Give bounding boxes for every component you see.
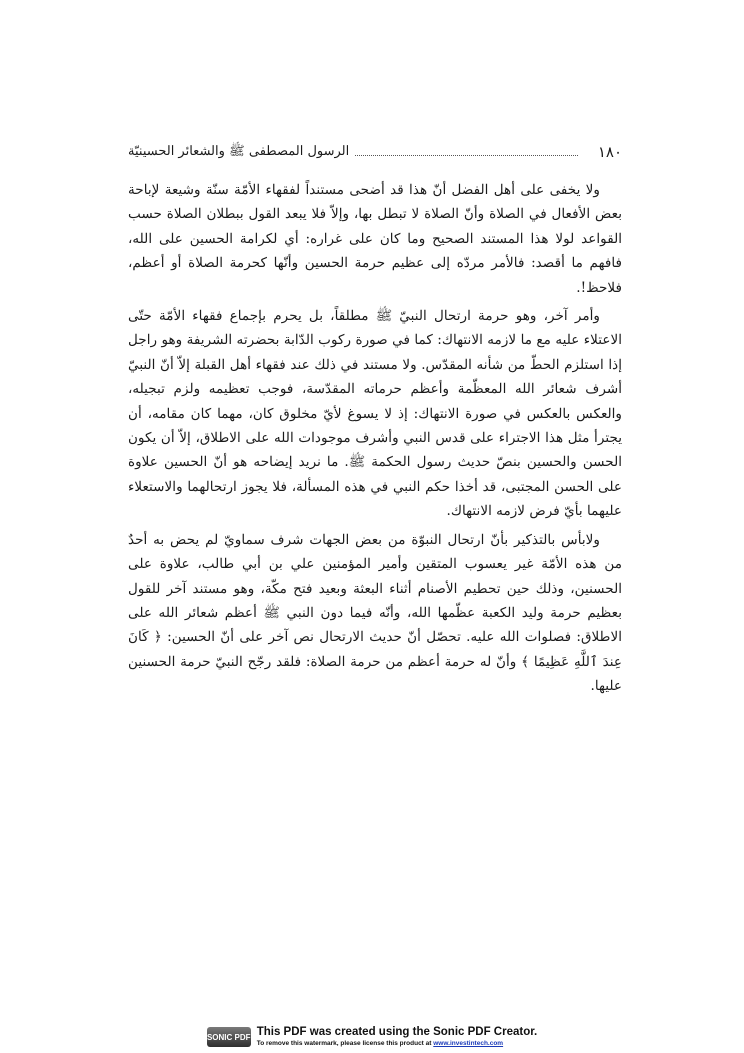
header-title: الرسول المصطفى ﷺ والشعائر الحسينيّة bbox=[128, 143, 350, 159]
header-dotted-leader bbox=[355, 155, 578, 156]
running-header bbox=[128, 140, 622, 164]
paragraph-2: وأمر آخر، وهو حرمة ارتحال النبيّ ﷺ مطلقاً، بل يحرم بإجماع فقهاء الأمّة حتّى الاعتلاء عليه مع ما لازمه الانتهاك: كما في صورة ركوب الدّابة بحضرته الشريفة وهو راجل إذا استلزم الحطّ من شأنه المقدّس. ولا مستند في ذلك عند فقهاء أهل القبلة إلاّ أنّ النبيّ أشرف شعائر الله المعظّمة وأعظم حرماته المقدّسة، فوجب تعظيمه ولزم تبجيله، والعكس بالعكس في صورة الانتهاك: إذ لا يسوغ لأيّ مخلوق كان، مهما كان مقامه، أن يجترأ مثل هذا الاجتراء على قدس النبي وأشرف موجودات الله على الاطلاق، إلاّ أن يكون الحسن والحسين بنصّ حديث رسول الحكمة ﷺ. ما نريد إيضاحه هو أنّ الحسين علاوة على الحسن المجتبى، قد أخذا حكم النبي في هذه المسألة، فلا يجوز ارتحالهما والاستعلاء عليهما بأيّ فرض لازمه الانتهاك. bbox=[128, 308, 622, 520]
watermark-link[interactable]: www.investintech.com bbox=[433, 1039, 504, 1047]
pdf-watermark bbox=[0, 1024, 744, 1050]
page-number: ١٨٠ bbox=[597, 143, 622, 161]
watermark-main-text: This PDF was created using the Sonic PDF Creator. bbox=[256, 1026, 538, 1038]
sonic-pdf-logo: SONIC PDF bbox=[207, 1027, 251, 1047]
paragraph-1: ولا يخفى على أهل الفضل أنّ هذا قد أضحى مستنداً لفقهاء الأمّة سنّة وشيعة لإباحة بعض الأفعال في الصلاة وأنّ الصلاة لا تبطل بها، وإلاّ فلا يبعد القول ببطلان الصلاة حسب القواعد لولا هذا المستند الصحيح وما كان على غراره: أي لكرامة الحسين على الله، فافهم ما أقصد: فالأمر مردّه إلى عظيم حرمة الحسين وأنّها كحرمة الصلاة أو أعظم، فلاحظ!. bbox=[128, 182, 622, 296]
watermark-sub-text bbox=[257, 1041, 538, 1048]
watermark-text bbox=[257, 1027, 538, 1047]
paragraph-3: ولابأس بالتذكير بأنّ ارتحال النبوّة من بعض الجهات شرف سماويّ لم يحض به أحدٌ من هذه الأمّة غير يعسوب المتقين وأمير المؤمنين علي بن أبي طالب، علاوة على الحسنين، وذلك حين تحطيم الأصنام أثناء البعثة وبعيد فتح مكّة، وهو مستند آخر للقول بعظيم حرمة وليد الكعبة عظّمها الله، وأنّه فيما دون النبي ﷺ أعظم شعائر الله على الاطلاق: فصلوات الله عليه. تحصّل أنّ حديث الارتحال نص آخر على أنّ الحسين: ﴿ كَانَ عِندَ ٱللَّهِ عَظِيمًا ﴾ وأنّ له حرمة أعظم من حرمة الصلاة: فلقد رجّح النبيّ حرمة الحسنين عليها. bbox=[128, 531, 622, 695]
body-text bbox=[128, 178, 622, 703]
watermark-sub-label: To remove this watermark, please license this product at bbox=[256, 1039, 434, 1047]
